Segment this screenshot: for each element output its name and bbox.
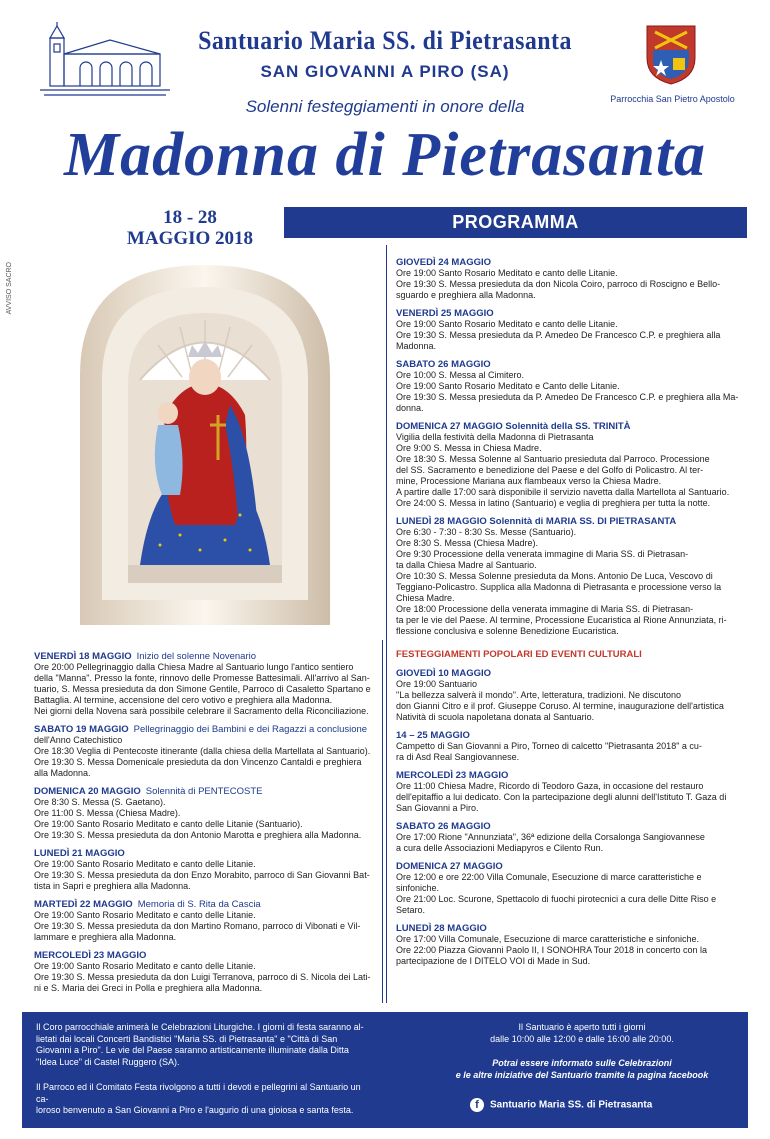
program-day-heading: LUNEDÌ 21 MAGGIO — [34, 848, 125, 859]
footer-line: Il Santuario è aperto tutti i giorni — [518, 1022, 646, 1032]
program-line: Natività di scuola napoletana donata al Santuario. — [396, 712, 595, 722]
footer-banner — [22, 1012, 748, 1128]
program-day-heading: DOMENICA 27 MAGGIO — [396, 861, 503, 872]
program-line: Ore 19:30 S. Messa presieduta da P. Amedeo De Francesco C.P. e preghiera alla — [396, 330, 721, 340]
facebook-link[interactable] — [470, 1098, 730, 1112]
sanctuary-title: Santuario Maria SS. di Pietrasanta — [198, 26, 572, 55]
footer-line: "Idea Luce" di Castel Ruggero (SA). — [36, 1056, 180, 1067]
program-line: dell'Anno Catechistico — [34, 735, 123, 745]
program-day-note: Pellegrinaggio dei Bambini e dei Ragazzi a conclusione — [133, 724, 368, 735]
program-line: Chiesa Madre. — [396, 593, 455, 603]
program-line: don Gianni Citro e il prof. Giuseppe Coruso. Al termine, inaugurazione dell'artistica — [396, 701, 724, 711]
program-line: dell'epitaffio a lui dedicato. Con la partecipazione degli alunni dell'Istituto T. Gaza di — [396, 792, 727, 802]
program-line: Ore 17:00 Villa Comunale, Esecuzione di marce caratteristiche e sinfoniche. — [396, 934, 699, 944]
town-subtitle: SAN GIOVANNI A PIRO (SA) — [260, 62, 510, 81]
program-line: Battaglia. Al termine, accensione del cero votivo e preghiera alla Madonna. — [34, 695, 333, 705]
program-day-heading: SABATO 19 MAGGIO — [34, 724, 129, 735]
program-line: Ore 19:00 Santo Rosario Meditato e canto delle Litanie. — [34, 961, 256, 971]
program-day-heading: VENERDÌ 18 MAGGIO — [34, 651, 132, 662]
program-line: Ore 24:00 S. Messa in latino (Santuario) e veglia di preghiera per tutta la notte. — [396, 498, 711, 508]
program-line: Vigilia della festività della Madonna di Pietrasanta — [396, 432, 594, 442]
program-line: tuario, S. Messa presieduta da don Simone Gentile, Parroco di Casaletto Spartano e — [34, 684, 371, 694]
program-line: sguardo e preghiera alla Madonna. — [396, 290, 536, 300]
footer-line: dalle 10:00 alle 12:00 e dalle 16:00 alle 20:00. — [490, 1033, 674, 1044]
program-line: Setaro. — [396, 905, 426, 915]
program-line: Ore 20:00 Pellegrinaggio dalla Chiesa Madre al Santuario lungo l'antico sentiero — [34, 662, 354, 672]
program-day-heading: 14 – 25 MAGGIO — [396, 730, 470, 741]
program-line: Ore 19:00 Santo Rosario Meditato e canto delle Litanie. — [396, 319, 618, 329]
program-line: Ore 12:00 e ore 22:00 Villa Comunale, Esecuzione di marce caratteristiche e — [396, 872, 702, 882]
program-line: Ore 8:30 S. Messa (S. Gaetano). — [34, 797, 166, 807]
program-line: Ore 19:30 S. Messa presieduta da don Nicola Coiro, parroco di Roscigno e Bello- — [396, 279, 721, 289]
program-line: a cura delle Associazioni Mediapyros e Cilento Run. — [396, 843, 604, 853]
program-line: Ore 19:30 S. Messa presieduta da P. Amedeo De Francesco C.P. e preghiera alla Ma- — [396, 392, 739, 402]
program-day-heading: LUNEDÌ 28 MAGGIO Solennità di MARIA SS. DI PIETRASANTA — [396, 516, 677, 527]
avviso-label: AVVISO SACRO — [6, 262, 13, 315]
programma-banner: PROGRAMMA — [284, 207, 747, 238]
program-line: ta per le vie del Paese. Al termine, Processione Eucaristica al Rione Annunziata, ri- — [396, 615, 727, 625]
program-line: Ore 19:30 S. Messa presieduta da don Martino Romano, parroco di Vibonati e Vil- — [34, 921, 361, 931]
footer-right-text — [432, 1022, 732, 1045]
program-line: Ore 19:30 S. Messa presieduta da don Luigi Terranova, parroco di S. Nicola dei Lati- — [34, 972, 371, 982]
program-line: alla Madonna. — [34, 768, 91, 778]
program-line: donna. — [396, 403, 424, 413]
program-line: Teggiano-Policastro. Supplica alla Madonna di Pietrasanta e processione verso la — [396, 582, 722, 592]
program-line: Ore 22:00 Piazza Giovanni Paolo II, I SONOHRA Tour 2018 in concerto con la — [396, 945, 708, 955]
program-line: Ore 8:30 S. Messa (Chiesa Madre). — [396, 538, 539, 548]
program-line: Ore 19:00 Santo Rosario Meditato e canto delle Litanie. — [34, 910, 256, 920]
program-line: Ore 17:00 Rione "Annunziata", 36ª edizione della Corsalonga Sangiovannese — [396, 832, 705, 842]
program-line: Ore 19:30 S. Messa Domenicale presieduta da don Vincenzo Cantaldi e preghiera — [34, 757, 362, 767]
dates-line-2: MAGGIO 2018 — [126, 228, 254, 249]
program-day-heading: GIOVEDÌ 10 MAGGIO — [396, 668, 492, 679]
program-line: Campetto di San Giovanni a Piro, Torneo di calcetto "Pietrasanta 2018" a cu- — [396, 741, 702, 751]
footer-line: Potrai essere informato sulle Celebrazioni — [492, 1058, 672, 1068]
program-day-heading: DOMENICA 27 MAGGIO Solennità della SS. TRINITÀ — [396, 421, 631, 432]
program-line: mine, Processione Mariana aux flambeaux verso la Chiesa Madre. — [396, 476, 662, 486]
celebration-subtitle: Solenni festeggiamenti in onore della — [245, 97, 525, 116]
program-line: Ore 10:30 S. Messa Solenne presieduta da Mons. Antonio De Luca, Vescovo di — [396, 571, 713, 581]
program-line: Ore 18:30 Veglia di Pentecoste itinerante (dalla chiesa della Martellata al Santuario). — [34, 746, 371, 756]
program-line: "La bellezza salverà il mondo". Arte, letteratura, tradizioni. Ne discutono — [396, 690, 682, 700]
program-line: Madonna. — [396, 341, 437, 351]
parrocchia-label: Parrocchia San Pietro Apostolo — [610, 94, 735, 104]
footer-line: Il Parroco ed il Comitato Festa rivolgono a tutti i devoti e pellegrini al Santuario un ca- — [36, 1082, 361, 1104]
program-line: Nei giorni della Novena sarà possibile celebrare il Sacramento della Riconciliazione. — [34, 706, 369, 716]
program-day-heading: GIOVEDÌ 24 MAGGIO — [396, 257, 492, 268]
footer-line: Giovanni a Piro". Le vie del Paese saranno artisticamente illuminate dalla Ditta — [36, 1045, 349, 1055]
program-line: ta dalla Chiesa Madre al Santuario. — [396, 560, 537, 570]
program-line: sinfoniche. — [396, 883, 440, 893]
program-line: partecipazione de I DITELO VOI di Made in Sud. — [396, 956, 591, 966]
left-column-border — [24, 640, 383, 1003]
program-line: Ore 11:00 Chiesa Madre, Ricordo di Teodoro Gaza, in occasione del restauro — [396, 781, 704, 791]
program-day-heading: MARTEDÌ 22 MAGGIO — [34, 899, 133, 910]
program-line: flessione conclusiva e solenne Benedizione Eucaristica. — [396, 626, 619, 636]
program-line: ra di Asd Real Sangiovannese. — [396, 752, 520, 762]
program-line: Ore 10:00 S. Messa al Cimitero. — [396, 370, 525, 380]
program-line: tista in Sapri e preghiera alla Madonna. — [34, 881, 191, 891]
program-line: San Giovanni a Piro. — [396, 803, 479, 813]
program-line: Ore 19:30 S. Messa presieduta da don Enzo Morabito, parroco di San Giovanni Bat- — [34, 870, 370, 880]
program-day-note: Memoria di S. Rita da Cascia — [137, 899, 261, 910]
facebook-icon: f — [470, 1098, 484, 1112]
program-day-heading: LUNEDÌ 28 MAGGIO — [396, 923, 487, 934]
footer-line: Il Coro parrocchiale animerà le Celebrazioni Liturgiche. I giorni di festa saranno al- — [36, 1022, 364, 1032]
program-line: Ore 19:00 Santo Rosario Meditato e canto delle Litanie (Santuario). — [34, 819, 303, 829]
program-line: Ore 19:00 Santo Rosario Meditato e canto delle Litanie. — [34, 859, 256, 869]
program-line: Ore 19:30 S. Messa presieduta da don Antonio Marotta e preghiera alla Madonna. — [34, 830, 362, 840]
program-line: Ore 19:00 Santo Rosario Meditato e Canto delle Litanie. — [396, 381, 620, 391]
footer-line: lietati dai locali Concerti Bandistici "Maria SS. di Pietrasanta" e "Città di San — [36, 1033, 338, 1044]
program-line: lammare e preghiera alla Madonna. — [34, 932, 177, 942]
main-title: Madonna di Pietrasanta — [63, 121, 707, 189]
program-line: Ore 19:00 Santo Rosario Meditato e canto delle Litanie. — [396, 268, 618, 278]
program-line: del SS. Sacramento e benedizione del Paese e del Golfo di Policastro. Al ter- — [396, 465, 704, 475]
program-line: Ore 18:30 S. Messa Solenne al Santuario presieduta dal Parroco. Processione — [396, 454, 710, 464]
footer-left-text — [36, 1022, 374, 1068]
program-day-note: Solennità di PENTECOSTE — [145, 786, 263, 797]
program-line: Ore 9:30 Processione della venerata immagine di Maria SS. di Pietrasan- — [396, 549, 689, 559]
facebook-label: Santuario Maria SS. di Pietrasanta — [490, 1099, 653, 1111]
cultural-events-title: FESTEGGIAMENTI POPOLARI ED EVENTI CULTURALI — [396, 649, 642, 660]
program-line: Ore 11:00 S. Messa (Chiesa Madre). — [34, 808, 181, 818]
dates-line-1: 18 - 28 — [163, 207, 217, 228]
footer-line: e le altre iniziative del Santuario tramite la pagina facebook — [455, 1069, 709, 1080]
program-line: Ore 6:30 - 7:30 - 8:30 Ss. Messe (Santuario). — [396, 527, 577, 537]
program-day-heading: MERCOLEDÌ 23 MAGGIO — [396, 770, 509, 781]
program-line: Ore 21:00 Loc. Scurone, Spettacolo di fuochi pirotecnici a cura delle Ditte Riso e — [396, 894, 717, 904]
program-line: Ore 9:00 S. Messa in Chiesa Madre. — [396, 443, 542, 453]
footer-left-text-2 — [36, 1082, 374, 1117]
madonna-statue-image — [80, 265, 330, 625]
program-day-heading: SABATO 26 MAGGIO — [396, 359, 491, 370]
program-day-note: Inizio del solenne Novenario — [136, 651, 257, 662]
program-line: Ore 19:00 Santuario — [396, 679, 478, 689]
program-day-heading: VENERDÌ 25 MAGGIO — [396, 308, 494, 319]
program-line: Ore 18:00 Processione della venerata immagine di Maria SS. di Pietrasan- — [396, 604, 694, 614]
program-day-heading: DOMENICA 20 MAGGIO — [34, 786, 141, 797]
program-line: A partire dalle 17:00 sarà disponibile il servizio navetta dalla Martellota al Santuario. — [396, 487, 730, 497]
program-line: ni e S. Maria dei Greci in Polla e preghiera alla Madonna. — [34, 983, 263, 993]
program-line: della "Manna". Presso la fonte, rinnovo delle Promesse Battesimali. All'arrivo al San- — [34, 673, 370, 683]
program-day-heading: SABATO 26 MAGGIO — [396, 821, 491, 832]
program-day-heading: MERCOLEDÌ 23 MAGGIO — [34, 950, 147, 961]
right-column-border — [386, 245, 749, 1003]
footer-right-text-2 — [432, 1058, 732, 1081]
footer-line: loroso benvenuto a San Giovanni a Piro e l'augurio di una gioiosa e santa festa. — [36, 1105, 354, 1115]
